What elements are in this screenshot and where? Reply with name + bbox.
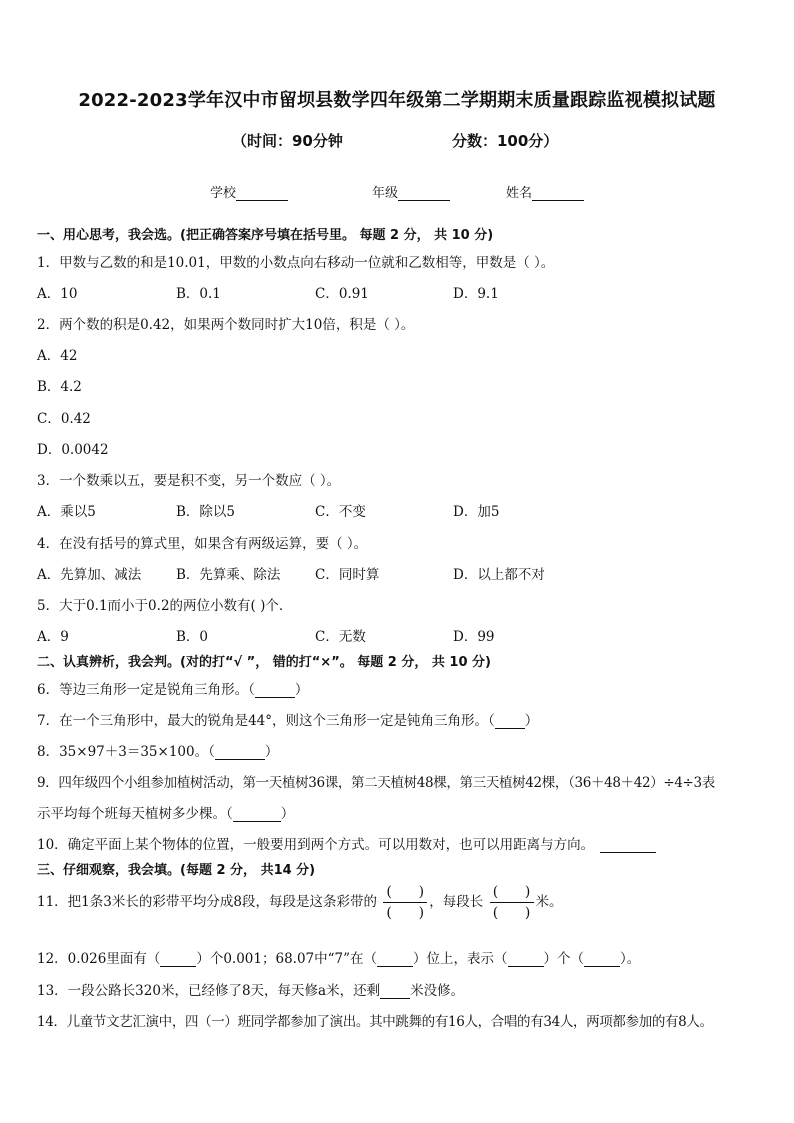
q11-text-c: 米。 — [535, 894, 563, 910]
q1-option-b[interactable]: B．0.1 — [176, 286, 221, 302]
q5-option-a[interactable]: A．9 — [37, 629, 69, 645]
exam-title: 2022-2023学年汉中市留坝县数学四年级第二学期期末质量跟踪监视模拟试题 — [78, 90, 716, 111]
name-blank[interactable] — [532, 187, 584, 201]
q11-fraction-blank-2[interactable]: $\frac{( )}{( )}$ — [490, 883, 534, 922]
q4-option-c[interactable]: C．同时算 — [315, 567, 380, 583]
school-blank[interactable] — [236, 187, 288, 201]
question-12 — [37, 947, 640, 967]
q11-fraction-blank-1[interactable]: $\frac{( )}{( )}$ — [383, 883, 427, 922]
q6-end: ） — [294, 682, 309, 698]
q2-option-c[interactable]: C．0.42 — [37, 411, 91, 427]
q12-blank-2[interactable] — [377, 953, 413, 967]
question-3: 3．一个数乘以五，要是积不变，另一个数应（ ）。 — [37, 473, 341, 489]
q1-option-c[interactable]: C．0.91 — [315, 286, 369, 302]
q13-text-a: 13．一段公路长320米，已经修了8天，每天修a米，还剩 — [37, 983, 381, 999]
question-13 — [37, 979, 464, 999]
q12-text-a: 12．0.026里面有（ — [37, 951, 161, 967]
q5-option-b[interactable]: B．0 — [176, 629, 209, 645]
q7-answer-blank[interactable] — [495, 715, 525, 729]
q4-option-a[interactable]: A．先算加、减法 — [37, 567, 142, 583]
question-11 — [37, 883, 563, 922]
question-9-line-2 — [37, 802, 294, 822]
q3-option-a[interactable]: A．乘以5 — [37, 504, 96, 520]
q12-text-c: ）位上，表示（ — [413, 951, 508, 967]
question-5: 5．大于0.1而小于0.2的两位小数有( )个． — [37, 598, 293, 614]
exam-score: 分数：100分） — [452, 132, 559, 150]
q12-text-d: ）个（ — [543, 951, 585, 967]
q11-text-a: 11．把1条3米长的彩带平均分成8段，每段是这条彩带的 — [37, 894, 377, 910]
grade-label: 年级 — [372, 186, 399, 201]
q8-answer-blank[interactable] — [215, 746, 265, 760]
q4-option-b[interactable]: B．先算乘、除法 — [176, 567, 281, 583]
question-4: 4．在没有括号的算式里，如果含有两级运算，要（ ）。 — [37, 536, 368, 552]
q2-option-a[interactable]: A．42 — [37, 348, 78, 364]
q5-option-c[interactable]: C．无数 — [315, 629, 366, 645]
q4-option-d[interactable]: D．以上都不对 — [453, 567, 545, 583]
q1-option-a[interactable]: A．10 — [37, 286, 78, 302]
q3-option-b[interactable]: B．除以5 — [176, 504, 236, 520]
question-2: 2．两个数的积是0.42，如果两个数同时扩大10倍，积是（ ）。 — [37, 317, 415, 333]
question-9-line-1: 9．四年级四个小组参加植树活动，第一天植树36课，第二天植树48棵，第三天植树42棵，（36＋48＋42）÷4÷3表 — [37, 775, 715, 791]
school-label: 学校 — [210, 186, 237, 201]
q8-text: 8．35×97＋3＝35×100。（ — [37, 744, 215, 760]
q7-end: ） — [524, 713, 539, 729]
q1-option-d[interactable]: D．9.1 — [453, 286, 499, 302]
q5-option-d[interactable]: D．99 — [453, 629, 495, 645]
q2-option-b[interactable]: B．4.2 — [37, 379, 82, 395]
q2-option-d[interactable]: D．0.0042 — [37, 442, 109, 458]
q12-blank-3[interactable] — [508, 953, 544, 967]
section-2-heading: 二、认真辨析，我会判。(对的打“√ ”， 错的打“×”。 每题 2 分， 共 10 分) — [37, 655, 491, 670]
q12-blank-4[interactable] — [584, 953, 620, 967]
question-10 — [37, 833, 656, 853]
q6-text: 6．等边三角形一定是锐角三角形。（ — [37, 682, 255, 698]
q9-text: 示平均每个班每天植树多少棵。（ — [37, 806, 233, 822]
school-field — [210, 182, 288, 201]
q7-text: 7．在一个三角形中，最大的锐角是44°，则这个三角形一定是钝角三角形。（ — [37, 713, 495, 729]
exam-time: （时间：90分钟 — [232, 132, 343, 150]
q12-blank-1[interactable] — [160, 953, 196, 967]
grade-blank[interactable] — [398, 187, 450, 201]
q12-text-b: ）个0.001；68.07中“7”在（ — [196, 951, 378, 967]
q10-answer-blank[interactable] — [600, 839, 656, 853]
q8-end: ） — [264, 744, 279, 760]
question-6 — [37, 678, 308, 698]
question-8 — [37, 740, 278, 760]
q9-answer-blank[interactable] — [233, 808, 281, 822]
grade-field — [372, 182, 450, 201]
section-1-heading: 一、用心思考，我会选。(把正确答案序号填在括号里。 每题 2 分， 共 10 分) — [37, 228, 494, 243]
q13-text-b: 米没修。 — [410, 983, 465, 999]
name-label: 姓名 — [506, 186, 533, 201]
q13-blank[interactable] — [380, 985, 410, 999]
q9-end: ） — [280, 806, 295, 822]
q6-answer-blank[interactable] — [255, 684, 295, 698]
question-1: 1．甲数与乙数的和是10.01，甲数的小数点向右移动一位就和乙数相等，甲数是（ ）。 — [37, 255, 555, 271]
question-7 — [37, 709, 538, 729]
q11-text-b: ，每段长 — [429, 894, 484, 910]
q10-text: 10．确定平面上某个物体的位置，一般要用到两个方式。可以用数对，也可以用距离与方向。 — [37, 837, 595, 853]
section-3-heading: 三、仔细观察，我会填。(每题 2 分， 共14 分) — [37, 863, 316, 878]
question-14: 14．儿童节文艺汇演中，四（一）班同学都参加了演出。其中跳舞的有16人，合唱的有34人，两项都参加的有8人。 — [37, 1014, 713, 1030]
name-field — [506, 182, 584, 201]
q12-text-e: ）。 — [620, 951, 641, 967]
q3-option-d[interactable]: D．加5 — [453, 504, 500, 520]
q3-option-c[interactable]: C．不变 — [315, 504, 366, 520]
